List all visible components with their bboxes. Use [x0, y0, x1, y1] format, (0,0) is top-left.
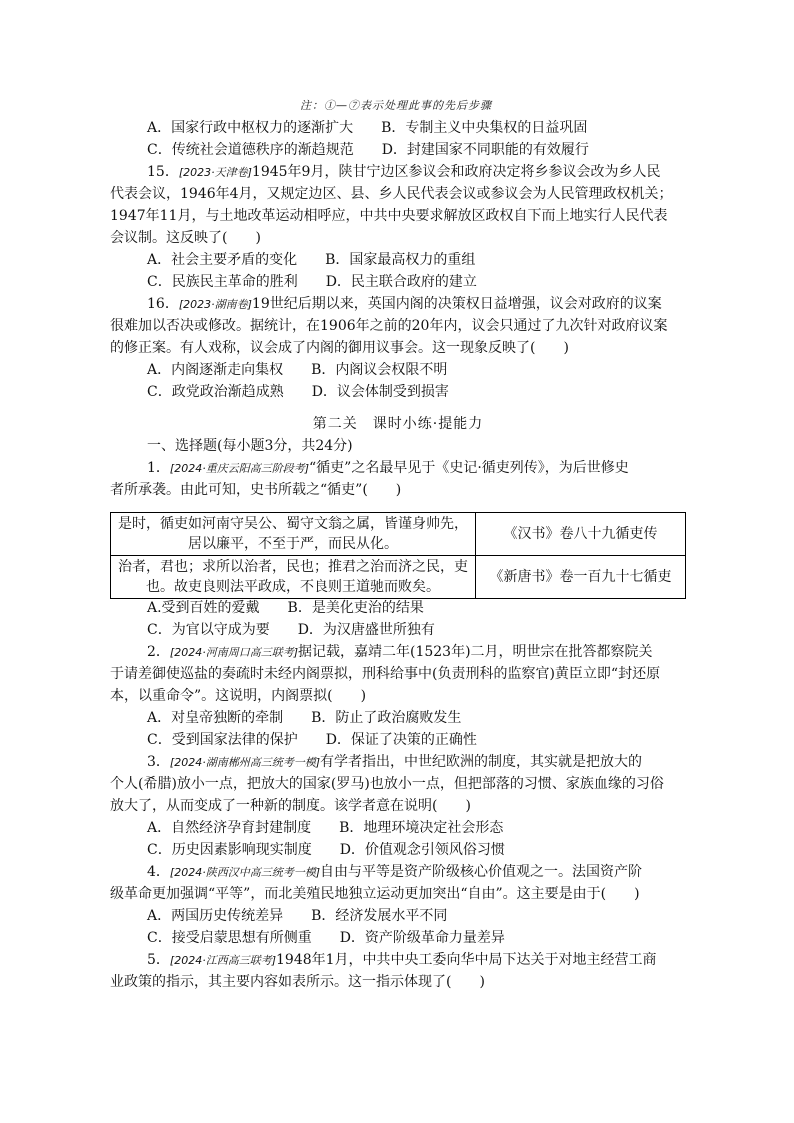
- q15-source: [2023·天津卷]: [178, 166, 252, 179]
- section-title: 第二关 课时小练·提能力: [312, 416, 484, 432]
- q15-option-line: C．民族民主革命的胜利 D．民主联合政府的建立: [147, 274, 477, 290]
- q15-option-line: A．社会主要矛盾的变化 B．国家最高权力的重组: [147, 252, 476, 268]
- q16-option-line: A．内阁逐渐走向集权 B．内阁议会权限不明: [147, 362, 448, 378]
- q15-number: 15．: [147, 164, 179, 180]
- q5-stem-line1: [147, 950, 657, 971]
- q14-option-line: C．传统社会道德秩序的渐趋规范 D．封建国家不同职能的有效履行: [147, 142, 589, 158]
- q15-stem-line: 代表会议，1946年4月，又规定边区、县、乡人民代表会议或参议会为人民管理政权机关；: [110, 186, 673, 202]
- q16-option-line: C．政党政治渐趋成熟 D．议会体制受到损害: [147, 384, 449, 400]
- q2-number: 2．: [147, 644, 170, 660]
- q4-option-line: A．两国历史传统差异 B．经济发展水平不同: [147, 908, 448, 924]
- q16-stem-line: 很难加以否决或修改。据统计，在1906年之前的20年内，议会只通过了九次针对政府议案: [110, 318, 668, 334]
- q15-stem-line: 会议制。这反映了( ): [110, 230, 261, 246]
- q2-stem-line1: [147, 642, 653, 663]
- table-row: [111, 513, 686, 556]
- q1-stem-line1: [147, 458, 629, 479]
- figure-note: 注：①—⑦表示处理此事的先后步骤: [300, 99, 492, 112]
- q2-stem-line: 于请差御使巡盐的奏疏时未经内阁票拟，刑科给事中(负责刑科的监察官)黄臣立即“封还原: [110, 666, 661, 682]
- q16-source: [2023·湖南卷]: [178, 298, 252, 311]
- q16-number: 16．: [147, 296, 179, 312]
- q16-stem-line: 的修正案。有人戏称，议会成了内阁的御用议事会。这一现象反映了( ): [110, 340, 569, 356]
- table-cell-excerpt: [111, 556, 476, 599]
- q4-text: 自由与平等是资产阶级核心价值观之一。法国资产阶: [320, 864, 642, 880]
- table-row: [111, 556, 686, 599]
- q16-stem-line1: [147, 294, 662, 315]
- q5-text: 1948年1月，中共中央工委向华中局下达关于对地主经营工商: [276, 952, 657, 968]
- q4-stem-line: 级革命更加强调“平等”，而北美殖民地独立运动更加突出“自由”。这主要是由于( ): [110, 886, 640, 902]
- q15-stem-line1: [147, 162, 660, 183]
- q5-stem-line: 业政策的指示，其主要内容如表所示。这一指示体现了( ): [110, 974, 485, 990]
- q3-source: [2024·湖南郴州高三统考一模]: [169, 756, 320, 769]
- q5-source: [2024·江西高三联考]: [169, 954, 276, 967]
- q5-number: 5．: [147, 952, 170, 968]
- q3-number: 3．: [147, 754, 170, 770]
- q1-number: 1．: [147, 460, 170, 476]
- q15-stem-line: 1947年11月，与土地改革运动相呼应，中共中央要求解放区政权自下而上地实行人民代表: [110, 208, 668, 224]
- q4-option-line: C．接受启蒙思想有所侧重 D．资产阶级革命力量差异: [147, 930, 505, 946]
- q3-stem-line: 放大了，从而变成了一种新的制度。该学者意在说明( ): [110, 798, 471, 814]
- q1-text: “循吏”之名最早见于《史记·循吏列传》，为后世修史: [309, 460, 629, 476]
- q1-source: [2024·重庆云阳高三阶段考]: [169, 462, 309, 475]
- q15-text: 1945年9月，陕甘宁边区参议会和政府决定将乡参议会改为乡人民: [251, 164, 661, 180]
- q16-text: 19世纪后期以来，英国内阁的决策权日益增强，议会对政府的议案: [251, 296, 662, 312]
- table-cell-source: 《新唐书》卷一百九十七循吏: [476, 556, 686, 599]
- excerpt-line: 也。故吏良则法平政成，不良则王道驰而败矣。: [146, 579, 440, 595]
- excerpt-line: 是时，循吏如河南守吴公、蜀守文翁之属，皆谨身帅先，: [118, 516, 468, 532]
- q2-option-line: C．受到国家法律的保护 D．保证了决策的正确性: [147, 732, 477, 748]
- q2-option-line: A．对皇帝独断的牵制 B．防止了政治腐败发生: [147, 710, 462, 726]
- section-subtitle: 一、选择题(每小题3分，共24分): [147, 438, 353, 454]
- q1-stem-line: 者所承袭。由此可知，史书所载之“循吏”( ): [110, 482, 402, 498]
- q3-stem-line1: [147, 752, 642, 773]
- q2-stem-line: 本，以重命令”。这说明，内阁票拟( ): [110, 688, 367, 704]
- q4-source: [2024·陕西汉中高三统考一模]: [169, 866, 320, 879]
- excerpt-line: 居以廉平，不至于严，而民从化。: [188, 536, 398, 552]
- table-cell-excerpt: [111, 513, 476, 556]
- table-cell-source: 《汉书》卷八十九循吏传: [476, 513, 686, 556]
- q4-number: 4．: [147, 864, 170, 880]
- q2-text: 据记载，嘉靖二年(1523年)二月，明世宗在批答都察院关: [298, 644, 653, 660]
- q1-option-line: C．为官以守成为要 D．为汉唐盛世所独有: [147, 622, 435, 638]
- q3-option-line: C．历史因素影响现实制度 D．价值观念引领风俗习惯: [147, 842, 505, 858]
- q2-source: [2024·河南周口高三联考]: [169, 646, 298, 659]
- q3-option-line: A．自然经济孕育封建制度 B．地理环境决定社会形态: [147, 820, 504, 836]
- q3-text: 有学者指出，中世纪欧洲的制度，其实就是把放大的: [320, 754, 642, 770]
- excerpt-line: 治者，君也；求所以治者，民也；推君之治而济之民，吏: [118, 559, 468, 575]
- q14-option-line: A．国家行政中枢权力的逐渐扩大 B．专制主义中央集权的日益巩固: [147, 120, 588, 136]
- q4-stem-line1: [147, 862, 642, 883]
- q1-source-table: [110, 512, 686, 599]
- q1-option-line: A.受到百姓的爱戴 B．是美化吏治的结果: [147, 600, 424, 616]
- q3-stem-line: 个人(希腊)放小一点，把放大的国家(罗马)也放小一点，但把部落的习惯、家族血缘的习俗: [110, 776, 664, 792]
